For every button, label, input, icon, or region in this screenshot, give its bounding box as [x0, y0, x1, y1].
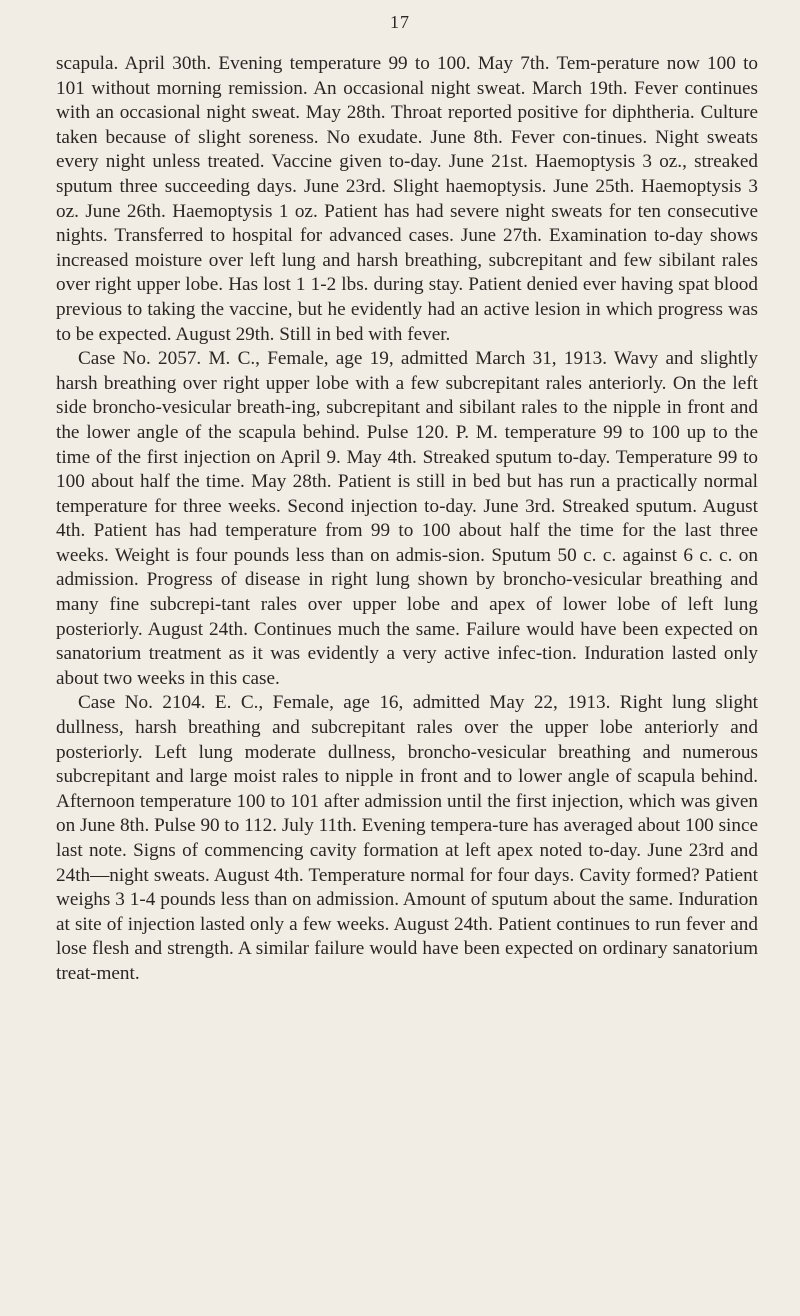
- body-text: [56, 52, 758, 987]
- paragraph-case-2057: Case No. 2057. M. C., Female, age 19, admitted March 31, 1913. Wavy and slightly harsh breathing over right upper lobe with a few subcrepitant rales anteriorly. On the left side broncho-vesicular breath-ing, subcrepitant and sibilant rales to the nipple in front and the lower angle of the scapula behind. Pulse 120. P. M. temperature 99 to 100 up to the time of the first injection on April 9. May 4th. Streaked sputum to-day. Temperature 99 to 100 about half the time. May 28th. Patient is still in bed but has run a practically normal temperature for three weeks. Second injection to-day. June 3rd. Streaked sputum. August 4th. Patient has had temperature from 99 to 100 about half the time for the last three weeks. Weight is four pounds less than on admis-sion. Sputum 50 c. c. against 6 c. c. on admission. Progress of disease in right lung shown by broncho-vesicular breathing and many fine subcrepi-tant rales over upper lobe and apex of lower lobe of left lung posteriorly. August 24th. Continues much the same. Failure would have been expected on sanatorium treatment as it was evidently a very active infec-tion. Induration lasted only about two weeks in this case.: [56, 348, 758, 689]
- paragraph-case-continuation: scapula. April 30th. Evening temperature 99 to 100. May 7th. Tem-perature now 100 to 101 without morning remission. An occasional night sweat. March 19th. Fever continues with an occasional night sweat. May 28th. Throat reported positive for diphtheria. Culture taken because of slight soreness. No exudate. June 8th. Fever con-tinues. Night sweats every night unless treated. Vaccine given to-day. June 21st. Haemoptysis 3 oz., streaked sputum three succeeding days. June 23rd. Slight haemoptysis. June 25th. Haemoptysis 3 oz. June 26th. Haemoptysis 1 oz. Patient has had severe night sweats for ten consecutive nights. Transferred to hospital for advanced cases. June 27th. Examination to-day shows increased moisture over left lung and harsh breathing, subcrepitant and few sibilant rales over right upper lobe. Has lost 1 1-2 lbs. during stay. Patient denied ever having spat blood previous to taking the vaccine, but he evidently had an active lesion in which progress was to be expected. August 29th. Still in bed with fever.: [56, 53, 758, 345]
- paragraph-case-2104: Case No. 2104. E. C., Female, age 16, admitted May 22, 1913. Right lung slight dullness, harsh breathing and subcrepitant rales over the upper lobe anteriorly and posteriorly. Left lung moderate dullness, broncho-vesicular breathing and numerous subcrepitant and large moist rales to nipple in front and to lower angle of scapula behind. Afternoon temperature 100 to 101 after admission until the first injection, which was given on June 8th. Pulse 90 to 112. July 11th. Evening tempera-ture has averaged about 100 since last note. Signs of commencing cavity formation at left apex noted to-day. June 23rd and 24th—night sweats. August 4th. Temperature normal for four days. Cavity formed? Patient weighs 3 1-4 pounds less than on admission. Amount of sputum about the same. Induration at site of injection lasted only a few weeks. August 24th. Patient continues to run fever and lose flesh and strength. A similar failure would have been expected on ordinary sanatorium treat-ment.: [56, 692, 758, 984]
- page-number: 17: [390, 12, 410, 32]
